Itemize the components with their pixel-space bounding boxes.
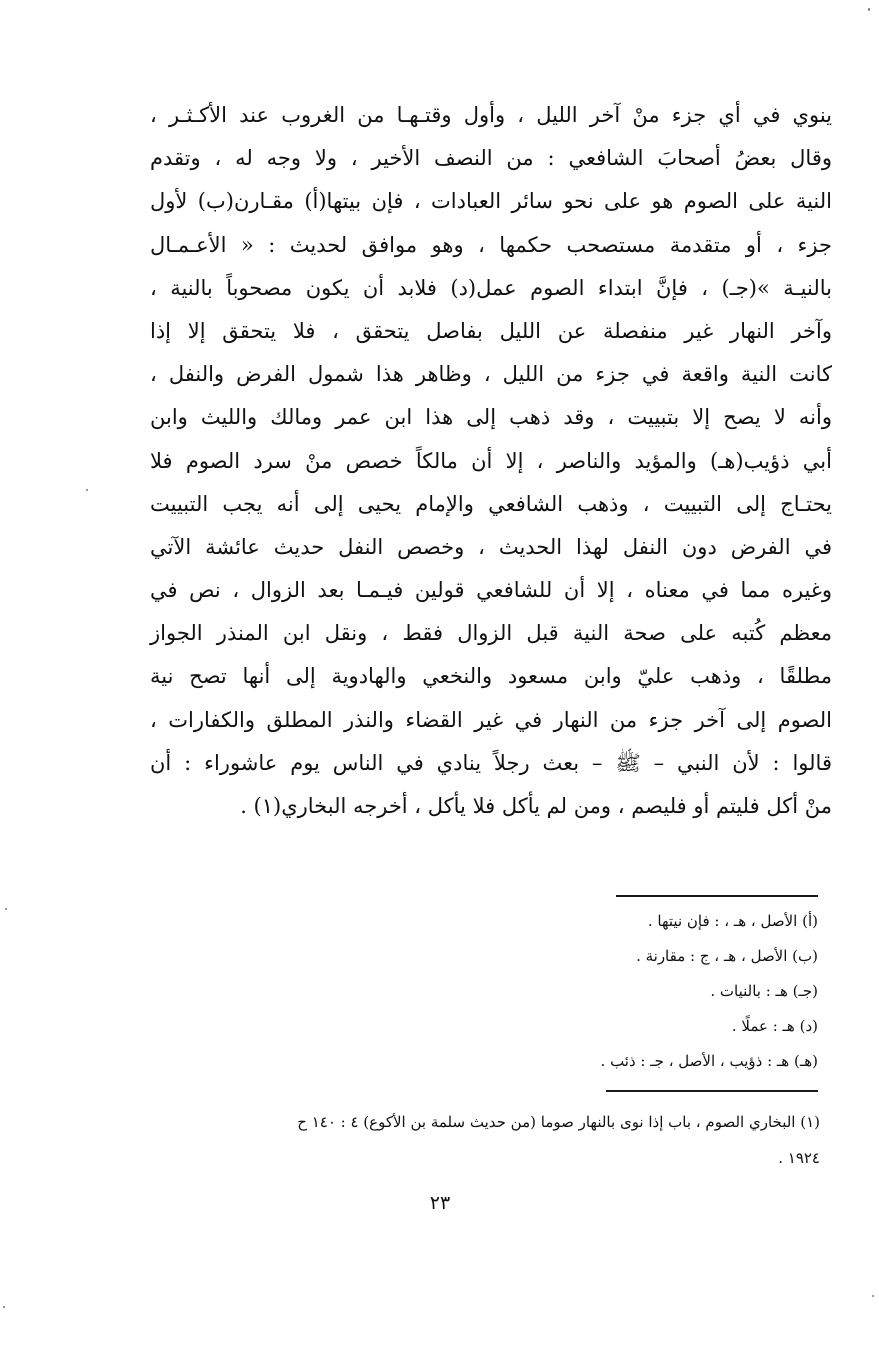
variant-notes [300, 904, 818, 1079]
text-line: يحتـاج إلى التبييت ، وذهب الشافعي والإمام يحيى إلى أنه يجب التبييت [150, 491, 832, 516]
text-line: معظم كُتبه على صحة النية قبل الزوال فقط ، ونقل ابن المنذر الجواز [150, 621, 832, 646]
scan-speck [3, 1306, 5, 1308]
footnotes [140, 1104, 820, 1176]
variant-note: (أ) الأصل ، هـ ، : فإن نيتها . [647, 912, 818, 930]
text-line: منْ أكل فليتم أو فليصم ، ومن لم يأكل فلا يأكل ، أخرجه البخاري(١) . [240, 794, 832, 818]
text-line: وآخر النهار غير منفصلة عن الليل بفاصل يتحقق ، فلا يتحقق إلا إذا [150, 318, 832, 343]
variant-note: (هـ) هـ : ذؤيب ، الأصل ، جـ : ذئب . [600, 1052, 818, 1070]
text-line: قالوا : لأن النبي – ﷺ – بعث رجلاً ينادي في الناس يوم عاشوراء : أن [150, 750, 832, 775]
footnote-line: (١) البخاري الصوم ، باب إذا نوى بالنهار صوما (من حديث سلمة بن الأكوع) ٤ : ١٤٠ ح [297, 1113, 820, 1131]
variant-note: (ب) الأصل ، هـ ، ج : مقارنة . [636, 947, 818, 965]
text-line: أبي ذؤيب(هـ) والمؤيد والناصر ، إلا أن مالكاً خصص منْ سرد الصوم فلا [150, 448, 832, 473]
scan-speck [86, 489, 88, 491]
page-number: ٢٣ [429, 1192, 451, 1214]
text-line: مطلقًا ، وذهب عليّ وابن مسعود والنخعي والهادوية إلى أنها تصح نية [150, 664, 832, 689]
variant-note: (د) هـ : عملًا . [731, 1017, 818, 1035]
footnote-line: ١٩٢٤ . [778, 1149, 820, 1167]
text-line: وقال بعضُ أصحابَ الشافعي : من النصف الأخير ، ولا وجه له ، وتقدم [150, 146, 832, 171]
variant-notes-divider [616, 895, 818, 897]
text-line: بالنيـة »(جـ) ، فإنَّ ابتداء الصوم عمل(د) فلابد أن يكون مصحوباً بالنية ، [150, 275, 832, 300]
text-line: وغيره مما في معناه ، إلا أن للشافعي قولين فيـمـا بعد الزوال ، نص في [150, 578, 832, 603]
footnotes-divider [606, 1090, 818, 1092]
text-line: جزء ، أو متقدمة مستصحب حكمها ، وهو موافق لحديث : « الأعـمـال [150, 232, 832, 257]
scan-speck [872, 1295, 874, 1297]
variant-note: (جـ) هـ : بالنيات . [710, 982, 818, 1000]
text-line: ينوي في أي جزء منْ آخر الليل ، وأول وقتـهـا من الغروب عند الأكـثـر ، [150, 103, 832, 127]
text-line: كانت النية واقعة في جزء من الليل ، وظاهر هذا شمول الفرض والنفل ، [150, 362, 832, 387]
text-line: الصوم إلى آخر جزء من النهار في غير القضاء والنذر المطلق والكفارات ، [150, 707, 832, 732]
scan-speck [5, 908, 7, 910]
scan-speck [868, 8, 870, 11]
text-line: في الفرض دون النفل لهذا الحديث ، وخصص النفل حديث عائشة الآتي [150, 534, 832, 559]
text-line: وأنه لا يصح إلا بتبييت ، وقد ذهب إلى هذا ابن عمر ومالك والليث وابن [150, 405, 832, 430]
text-line: النية على الصوم هو على نحو سائر العبادات ، فإن بيتها(أ) مقـارن(ب) لأول [150, 189, 832, 214]
main-text-block [150, 94, 832, 828]
